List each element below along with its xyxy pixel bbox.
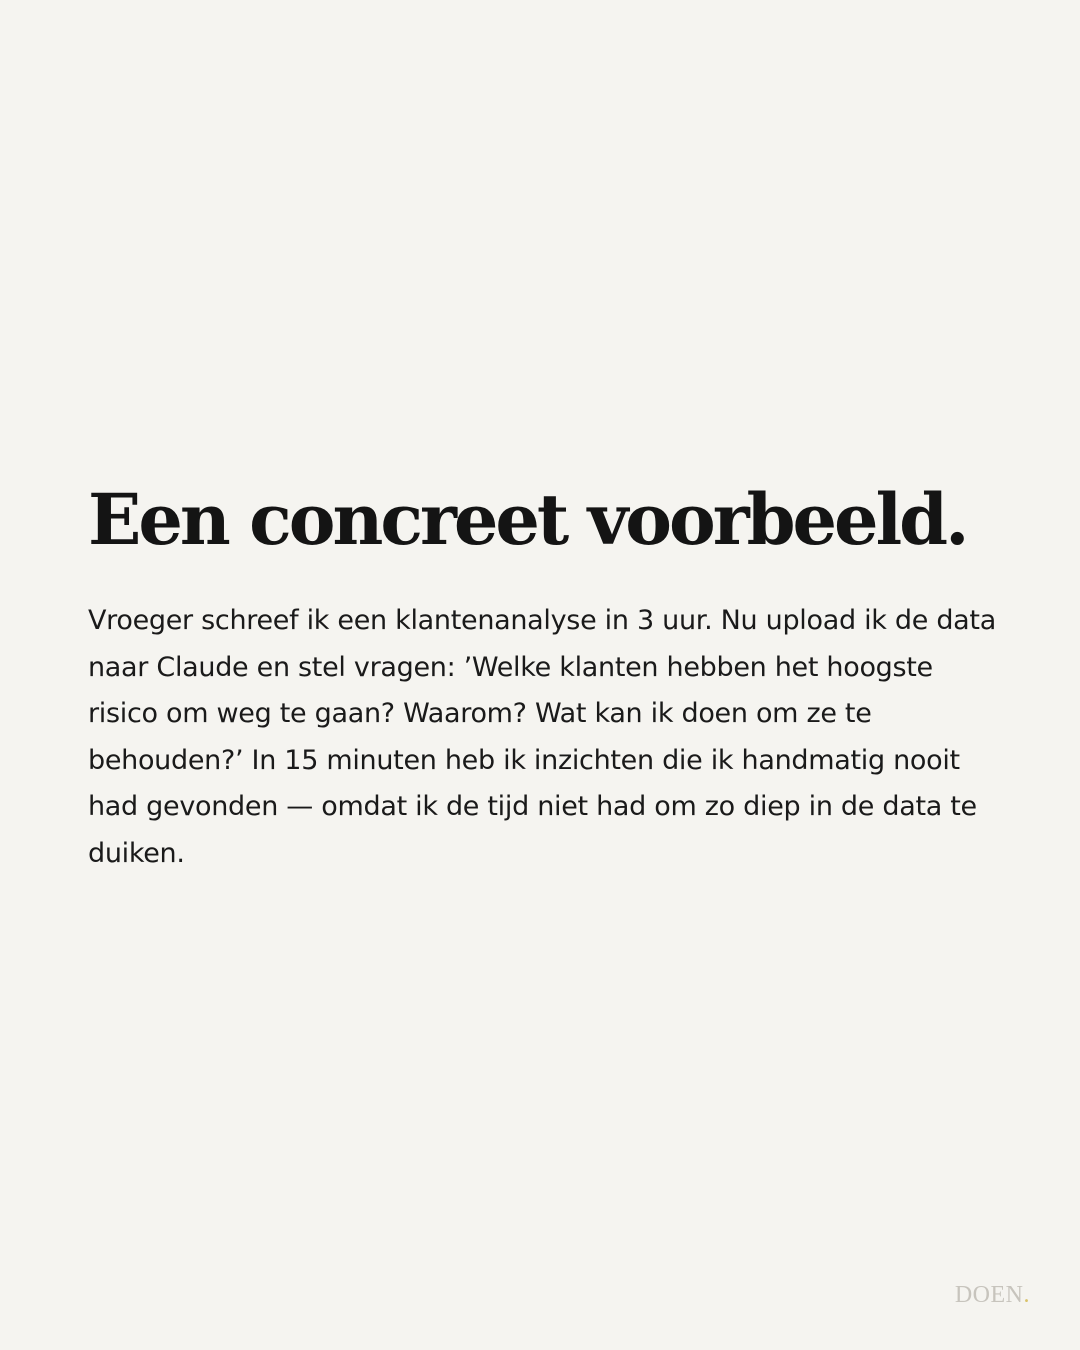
brand-dot: .	[1023, 1282, 1030, 1308]
slide-content	[88, 478, 998, 878]
slide-title: Een concreet voorbeeld.	[88, 478, 967, 561]
brand-name: DOEN	[954, 1282, 1024, 1308]
slide-body-text: Vroeger schreef ik een klantenanalyse in 3 uur. Nu upload ik de data naar Claude en stel vragen: ’Welke klanten hebben het hoogste risico om weg te gaan? Waarom? Wat kan ik doen om ze te behouden?’ In 15 minuten heb ik inzichten die ik handmatig nooit had gevonden — omdat ik de tijd niet had om zo diep in de data te duiken.	[88, 605, 996, 869]
brand-logo	[955, 1280, 1030, 1310]
